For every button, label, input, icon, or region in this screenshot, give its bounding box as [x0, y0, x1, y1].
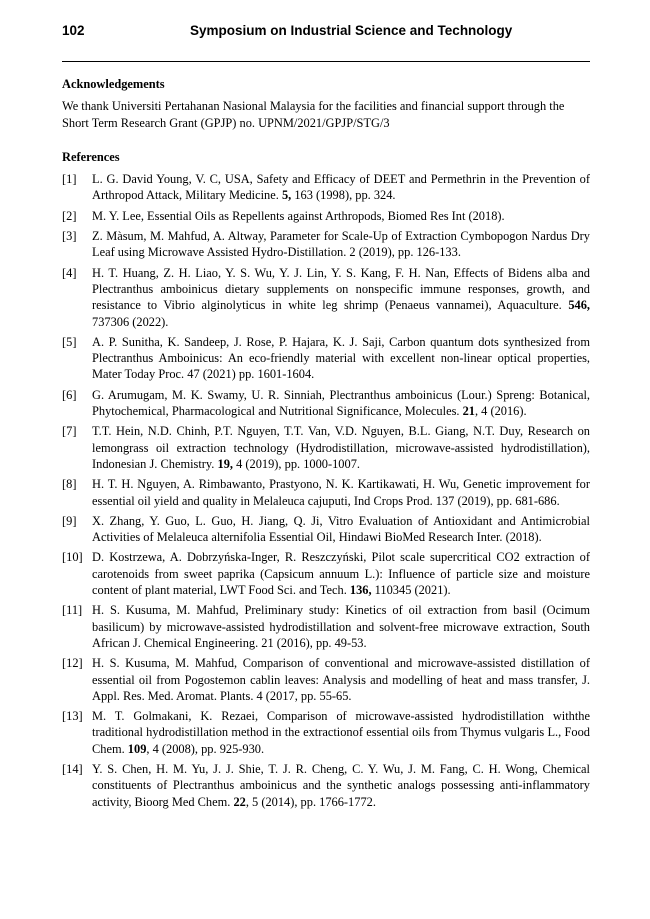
journal-title: Symposium on Industrial Science and Technology	[190, 23, 513, 38]
references-heading: References	[62, 149, 120, 164]
reference-item	[62, 513, 590, 546]
reference-number: [3]	[62, 229, 77, 244]
reference-item	[62, 228, 590, 261]
reference-number: [8]	[62, 477, 77, 492]
reference-text	[92, 513, 590, 546]
page-number: 102	[62, 23, 85, 38]
reference-volume: 19,	[217, 456, 233, 471]
reference-citation: A. P. Sunitha, K. Sandeep, J. Rose, P. Hajara, K. J. Saji, Carbon quantum dots synthesized from Plectranthus Amboinicus: An eco-friendly material with excellent non-linear optical properties, Mater Today Proc. 47 (2021) pp. 1601-1604.	[92, 334, 590, 382]
acknowledgements-text: We thank Universiti Pertahanan Nasional Malaysia for the facilities and financial support through the Short Term Research Grant (GPJP) no. UPNM/2021/GPJP/STG/3	[62, 99, 565, 130]
reference-item	[62, 423, 590, 472]
reference-number: [2]	[62, 208, 77, 223]
reference-citation: G. Arumugam, M. K. Swamy, U. R. Sinniah, Plectranthus amboinicus (Lour.) Spreng: Botanical, Phytochemical, Pharmacological and Nutritional Significance, Molecules.	[92, 387, 590, 419]
acknowledgements-heading: Acknowledgements	[62, 77, 165, 91]
reference-citation: L. G. David Young, V. C, USA, Safety and Efficacy of DEET and Permethrin in the Prevention of Arthropod Attack, Military Medicine.	[92, 172, 590, 203]
reference-text	[92, 708, 590, 757]
reference-item	[62, 476, 590, 509]
reference-citation: H. S. Kusuma, M. Mahfud, Comparison of conventional and microwave-assisted distillation of essential oil from Pogostemon cablin leaves: Analysis and modelling of heat and mass transfer, J. Appl. Res. Med. Aromat. Plants. 4 (2017, pp. 55-65.	[92, 656, 590, 703]
reference-item	[62, 549, 590, 598]
reference-item	[62, 265, 590, 330]
reference-text	[92, 334, 590, 383]
reference-number: [10]	[62, 550, 83, 565]
reference-pages: , 4 (2008), pp. 925-930.	[146, 741, 265, 756]
reference-pages: 110345 (2021).	[371, 583, 451, 598]
reference-citation: M. Y. Lee, Essential Oils as Repellents against Arthropods, Biomed Res Int (2018).	[92, 208, 505, 223]
reference-text	[92, 602, 590, 651]
reference-pages: 4 (2019), pp. 1000-1007.	[233, 456, 360, 471]
reference-volume: 22	[233, 794, 246, 809]
reference-citation: Z. Màsum, M. Mahfud, A. Altway, Parameter for Scale-Up of Extraction Cymbopogon Nardus Dry Leaf using Microwave Assisted Hydro-Distillation. 2 (2019), pp. 126-133.	[92, 229, 590, 260]
reference-list	[62, 171, 590, 810]
reference-text	[92, 476, 590, 509]
reference-pages: 737306 (2022).	[92, 314, 169, 329]
reference-text	[92, 228, 590, 261]
reference-item	[62, 171, 590, 204]
reference-volume: 5,	[281, 188, 292, 203]
reference-volume: 136,	[349, 583, 372, 598]
reference-number: [11]	[62, 603, 83, 618]
reference-pages: 163 (1998), pp. 324.	[291, 188, 396, 203]
reference-number: [5]	[62, 334, 77, 349]
reference-pages: , 5 (2014), pp. 1766-1772.	[245, 794, 376, 809]
reference-volume: 546,	[568, 298, 590, 313]
reference-citation: H. S. Kusuma, M. Mahfud, Preliminary study: Kinetics of oil extraction from basil (Ocimum basilicum) by microwave-assisted hydrodistillation and solvent-free microwave extraction, South African J. Chemical Engineering. 21 (2016), pp. 49-53.	[92, 603, 590, 650]
reference-number: [6]	[62, 387, 77, 402]
header-divider	[62, 61, 590, 62]
reference-volume: 21	[462, 404, 475, 419]
reference-item	[62, 655, 590, 704]
reference-citation: D. Kostrzewa, A. Dobrzyńska-Inger, R. Reszczyński, Pilot scale supercritical CO2 extraction of carotenoids from sweet paprika (Capsicum annuum L.): Influence of particle size and moisture content of plant material, LWT Food Sci. and Tech.	[92, 550, 590, 598]
running-header	[62, 23, 590, 45]
reference-text	[92, 549, 590, 598]
reference-citation: M. T. Golmakani, K. Rezaei, Comparison of microwave-assisted hydrodistillation withthe traditional hydrodistillation method in the extractionof essential oils from Thymus vulgaris L., Food Chem.	[92, 709, 590, 756]
reference-text	[92, 171, 590, 204]
reference-text	[92, 423, 590, 472]
page-body	[62, 76, 590, 814]
reference-text	[92, 265, 590, 330]
reference-text	[92, 655, 590, 704]
reference-citation: H. T. Huang, Z. H. Liao, Y. S. Wu, Y. J. Lin, Y. S. Kang, F. H. Nan, Effects of Bidens alba and Plectranthus amboinicus dietary supplements on nonspecific immune responses, growth, and resistance to Vibrio alginolyticus in white leg shrimp (Penaeus vannamei), Aquaculture.	[92, 265, 590, 313]
reference-number: [4]	[62, 265, 77, 280]
reference-citation: X. Zhang, Y. Guo, L. Guo, H. Jiang, Q. Ji, Vitro Evaluation of Antioxidant and Antimicrobial Activities of Melaleuca alternifolia Essential Oil, Hindawi BioMed Research Inter. (2018).	[92, 513, 590, 545]
reference-number: [12]	[62, 656, 83, 671]
reference-citation: H. T. H. Nguyen, A. Rimbawanto, Prastyono, N. K. Kartikawati, H. Wu, Genetic improvement for essential oil yield and quality in Melaleuca cajuputi, Ind Crops Prod. 137 (2019), pp. 681-686.	[92, 477, 590, 508]
reference-number: [9]	[62, 513, 77, 528]
reference-item	[62, 761, 590, 810]
reference-item	[62, 387, 590, 420]
reference-item	[62, 334, 590, 383]
reference-pages: , 4 (2016).	[474, 404, 527, 419]
reference-number: [14]	[62, 761, 83, 776]
reference-text	[92, 761, 590, 810]
reference-number: [7]	[62, 424, 77, 439]
reference-item	[62, 602, 590, 651]
reference-citation: Y. S. Chen, H. M. Yu, J. J. Shie, T. J. R. Cheng, C. Y. Wu, J. M. Fang, C. H. Wong, Chemical constituents of Plectranthus amboinicus and the synthetic analogs possessing anti-inflammatory activity, Bioorg Med Chem.	[92, 761, 590, 809]
reference-text	[92, 387, 590, 420]
reference-volume: 109	[127, 741, 147, 756]
reference-text	[92, 208, 590, 224]
reference-number: [13]	[62, 709, 83, 724]
reference-citation: T.T. Hein, N.D. Chinh, P.T. Nguyen, T.T. Van, V.D. Nguyen, B.L. Giang, N.T. Duy, Research on lemongrass oil extraction technology (Hydrodistillation, microwave-assisted hydrodistillation), Indonesian J. Chemistry.	[92, 424, 590, 471]
reference-number: [1]	[62, 172, 77, 187]
reference-item	[62, 708, 590, 757]
reference-item	[62, 208, 590, 224]
